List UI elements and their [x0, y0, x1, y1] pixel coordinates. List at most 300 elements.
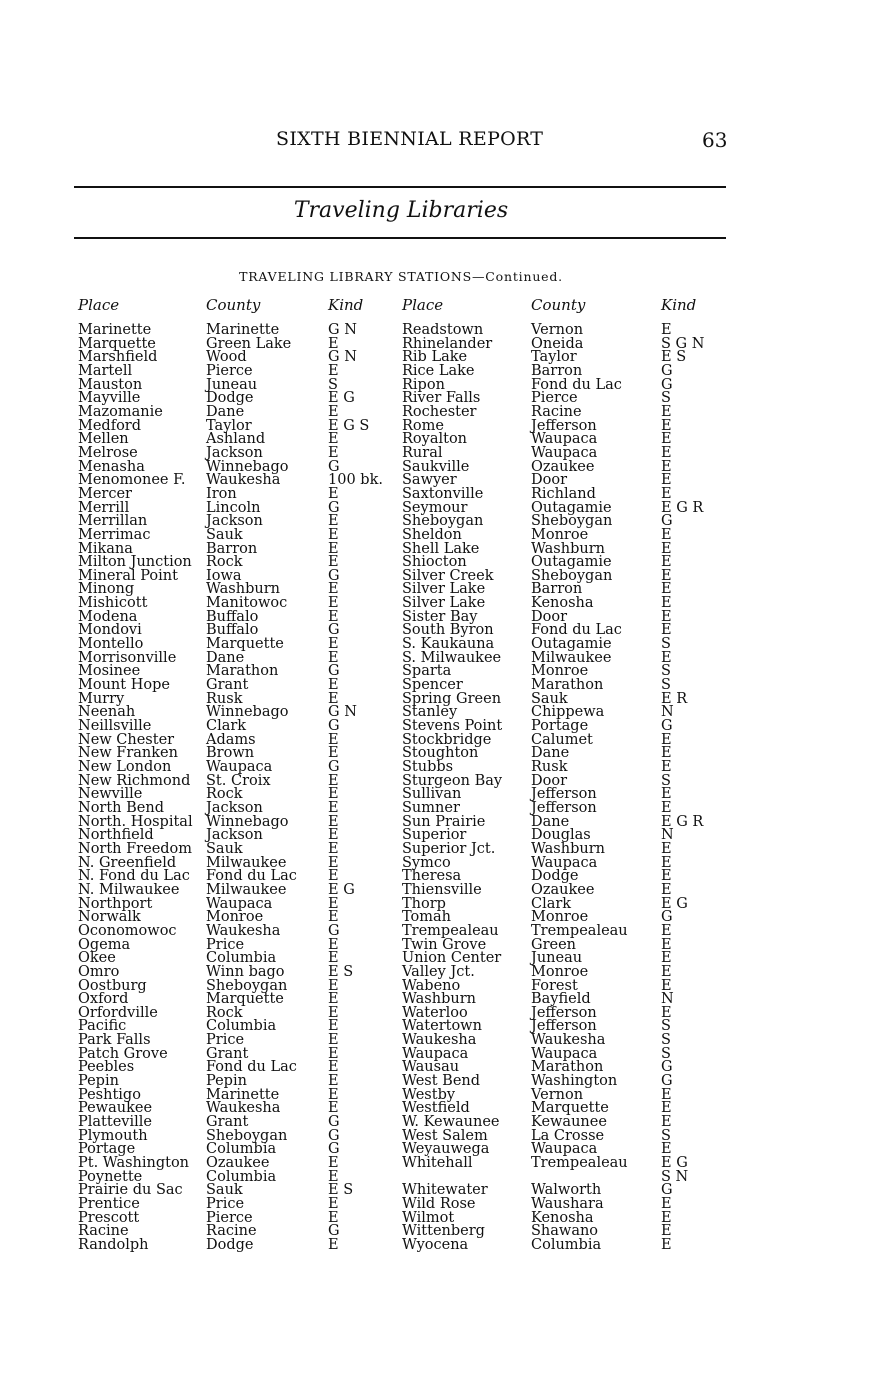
- table-cell: Rome: [402, 417, 444, 434]
- table-cell: Douglas: [531, 827, 591, 844]
- table-cell: New Franken: [78, 745, 178, 762]
- table-cell: Superior Jct.: [402, 840, 496, 857]
- table-cell: G: [328, 622, 340, 639]
- column-header-county-right: County: [531, 296, 586, 314]
- table-cell: Dane: [206, 403, 245, 420]
- table-cell: Vernon: [531, 1086, 584, 1103]
- table-cell: Spring Green: [402, 690, 502, 707]
- table-cell: Trempealeau: [531, 922, 628, 939]
- table-cell: Rochester: [402, 403, 477, 420]
- table-cell: Fond du Lac: [531, 376, 622, 393]
- table-cell: E G: [661, 895, 688, 912]
- table-cell: Symco: [402, 854, 451, 871]
- table-cell: Patch Grove: [78, 1045, 168, 1062]
- table-cell: E S: [328, 963, 354, 980]
- table-cell: Juneau: [531, 950, 583, 967]
- table-cell: E: [328, 677, 339, 694]
- table-cell: New Richmond: [78, 772, 191, 789]
- table-cell: Neenah: [78, 704, 136, 721]
- table-cell: Trempealeau: [402, 922, 499, 939]
- table-cell: Adams: [206, 731, 256, 748]
- table-cell: Marinette: [206, 322, 280, 338]
- table-cell: Jackson: [206, 444, 263, 461]
- table-cell: Oxford: [78, 991, 129, 1008]
- table-cell: Merrill: [78, 499, 130, 516]
- table-cell: Pepin: [206, 1073, 247, 1090]
- table-cell: E: [328, 335, 339, 352]
- table-cell: E: [328, 745, 339, 762]
- table-cell: La Crosse: [531, 1127, 605, 1144]
- table-cell: Wabeno: [402, 977, 461, 994]
- table-cell: Sister Bay: [402, 608, 478, 625]
- table-cell: Walworth: [531, 1182, 602, 1199]
- table-cell: Dane: [531, 813, 570, 830]
- table-cell: E: [661, 881, 672, 898]
- table-cell: Brown: [206, 745, 255, 762]
- table-cell: Jefferson: [531, 417, 597, 434]
- table-cell: Sparta: [402, 663, 452, 680]
- table-cell: E: [661, 868, 672, 885]
- table-cell: Westfield: [402, 1100, 470, 1117]
- table-cell: Mishicott: [78, 595, 148, 612]
- table-cell: Modena: [78, 608, 138, 625]
- table-cell: E: [328, 1073, 339, 1090]
- table-cell: Milwaukee: [206, 881, 287, 898]
- table-cell: Rural: [402, 444, 443, 461]
- table-cell: Portage: [78, 1141, 136, 1158]
- table-cell: Dodge: [206, 1236, 254, 1253]
- table-cell: Peebles: [78, 1059, 135, 1076]
- table-cell: G: [328, 663, 340, 680]
- table-cell: Washburn: [206, 581, 280, 598]
- table-cell: S: [661, 772, 671, 789]
- table-cell: E: [328, 581, 339, 598]
- table-cell: Monroe: [206, 909, 264, 926]
- left-place-column: [78, 324, 193, 1253]
- table-cell: E G S: [328, 417, 370, 434]
- table-cell: Marquette: [206, 991, 284, 1008]
- left-kind-column: [328, 324, 383, 1253]
- table-cell: Union Center: [402, 950, 502, 967]
- table-cell: Neillsville: [78, 718, 152, 735]
- table-cell: Columbia: [206, 1018, 277, 1035]
- table-cell: E: [328, 868, 339, 885]
- table-cell: Pierce: [531, 390, 578, 407]
- table-cell: E: [661, 472, 672, 489]
- table-cell: E: [661, 786, 672, 803]
- table-cell: Prairie du Sac: [78, 1182, 183, 1199]
- table-cell: G: [328, 1223, 340, 1240]
- table-cell: G: [661, 376, 673, 393]
- table-cell: Milwaukee: [206, 854, 287, 871]
- table-cell: Green Lake: [206, 335, 292, 352]
- bottom-rule: [74, 237, 726, 239]
- table-cell: Mineral Point: [78, 567, 178, 584]
- table-cell: Sheboygan: [531, 513, 613, 530]
- table-cell: Silver Creek: [402, 567, 494, 584]
- table-cell: E: [328, 854, 339, 871]
- table-cell: E: [661, 485, 672, 502]
- table-cell: Winnebago: [206, 813, 289, 830]
- table-cell: Rusk: [531, 759, 568, 775]
- table-cell: Waupaca: [531, 854, 598, 871]
- table-cell: E: [661, 854, 672, 871]
- table-cell: Door: [531, 772, 568, 789]
- table-cell: E: [328, 909, 339, 926]
- column-header-kind-left: Kind: [328, 296, 364, 314]
- table-cell: Rusk: [206, 690, 243, 707]
- table-cell: Sauk: [206, 840, 243, 857]
- table-cell: E: [661, 1236, 672, 1253]
- table-cell: Trempealeau: [531, 1155, 628, 1172]
- table-cell: Columbia: [531, 1236, 602, 1253]
- table-cell: Jackson: [206, 799, 263, 816]
- table-cell: E G R: [661, 813, 704, 830]
- table-cell: E: [328, 485, 339, 502]
- table-cell: E: [328, 1059, 339, 1076]
- table-cell: St. Croix: [206, 772, 271, 789]
- table-cell: E: [328, 772, 339, 789]
- table-cell: Marathon: [206, 663, 279, 680]
- table-cell: E: [661, 1223, 672, 1240]
- table-cell: E: [328, 444, 339, 461]
- table-cell: E: [661, 1004, 672, 1021]
- table-cell: Taylor: [531, 349, 577, 366]
- table-cell: Outagamie: [531, 499, 612, 516]
- table-cell: G: [661, 909, 673, 926]
- table-cell: S: [661, 1032, 671, 1049]
- table-cell: Door: [531, 472, 568, 489]
- table-cell: Iron: [206, 485, 237, 502]
- table-cell: Waupaca: [531, 444, 598, 461]
- table-cell: G: [328, 567, 340, 584]
- table-cell: Juneau: [206, 376, 258, 393]
- table-cell: Morrisonville: [78, 649, 177, 666]
- table-cell: S: [661, 636, 671, 653]
- table-cell: Milton Junction: [78, 554, 192, 571]
- table-cell: Mellen: [78, 431, 129, 448]
- table-cell: Sheboygan: [206, 1127, 288, 1144]
- table-cell: Vernon: [531, 322, 584, 338]
- table-cell: Dane: [206, 649, 245, 666]
- table-cell: E: [328, 731, 339, 748]
- table-cell: G: [328, 1141, 340, 1158]
- table-cell: 100 bk.: [328, 472, 383, 489]
- table-cell: E: [328, 690, 339, 707]
- table-cell: E: [328, 991, 339, 1008]
- table-cell: Tomah: [402, 909, 452, 926]
- table-cell: E: [328, 950, 339, 967]
- table-cell: Montello: [78, 636, 144, 653]
- table-cell: E: [328, 526, 339, 543]
- table-cell: E: [661, 403, 672, 420]
- table-cell: E: [328, 1032, 339, 1049]
- table-cell: Taylor: [206, 417, 252, 434]
- table-cell: Westby: [402, 1086, 456, 1103]
- table-cell: Monroe: [531, 663, 589, 680]
- table-cell: N. Fond du Lac: [78, 868, 190, 885]
- table-cell: E: [328, 1100, 339, 1117]
- table-cell: Kenosha: [531, 595, 594, 612]
- table-cell: Waupaca: [531, 1045, 598, 1062]
- table-cell: G: [661, 1059, 673, 1076]
- table-cell: Merrimac: [78, 526, 151, 543]
- table-cell: New London: [78, 759, 172, 775]
- table-cell: E: [661, 581, 672, 598]
- table-cell: Pt. Washington: [78, 1155, 190, 1172]
- table-cell: E: [661, 977, 672, 994]
- table-cell: Forest: [531, 977, 578, 994]
- table-cell: Portage: [531, 718, 589, 735]
- table-cell: Buffalo: [206, 608, 259, 625]
- table-cell: E: [328, 1168, 339, 1185]
- table-cell: Ogema: [78, 936, 131, 953]
- table-cell: S. Kaukauna: [402, 636, 495, 653]
- table-cell: North Freedom: [78, 840, 193, 857]
- table-cell: E: [661, 1196, 672, 1212]
- table-cell: Sauk: [206, 1182, 243, 1199]
- table-cell: Sullivan: [402, 786, 462, 803]
- table-cell: West Salem: [402, 1127, 488, 1144]
- table-cell: E: [328, 1209, 339, 1226]
- table-cell: Sheldon: [402, 526, 462, 543]
- table-cell: G N: [328, 704, 357, 721]
- table-cell: Stoughton: [402, 745, 479, 762]
- column-header-county-left: County: [206, 296, 261, 314]
- table-cell: Monroe: [531, 909, 589, 926]
- table-cell: Pierce: [206, 362, 253, 379]
- table-cell: Winnebago: [206, 458, 289, 475]
- table-cell: S: [661, 1018, 671, 1035]
- table-cell: Pacific: [78, 1018, 127, 1035]
- table-cell: Manitowoc: [206, 595, 288, 612]
- table-cell: G: [661, 513, 673, 530]
- column-header-kind-right: Kind: [661, 296, 697, 314]
- table-cell: E: [328, 799, 339, 816]
- table-cell: E: [661, 622, 672, 639]
- table-cell: E: [328, 827, 339, 844]
- table-cell: Peshtigo: [78, 1086, 141, 1103]
- table-cell: E: [661, 1209, 672, 1226]
- table-cell: Silver Lake: [402, 581, 486, 598]
- table-cell: Mount Hope: [78, 677, 170, 694]
- table-cell: Marinette: [78, 322, 152, 338]
- table-cell: Sheboygan: [531, 567, 613, 584]
- table-cell: E: [328, 431, 339, 448]
- table-cell: Rock: [206, 1004, 243, 1021]
- table-cell: Plymouth: [78, 1127, 148, 1144]
- table-cell: Jackson: [206, 513, 263, 530]
- table-cell: Menasha: [78, 458, 145, 475]
- table-cell: Grant: [206, 677, 249, 694]
- table-cell: Oconomowoc: [78, 922, 177, 939]
- table-cell: Dodge: [206, 390, 254, 407]
- table-cell: E: [328, 513, 339, 530]
- table-cell: E G: [328, 881, 355, 898]
- table-cell: G: [328, 922, 340, 939]
- table-cell: G: [661, 1182, 673, 1199]
- table-cell: Iowa: [206, 567, 242, 584]
- table-cell: Randolph: [78, 1236, 149, 1253]
- table-cell: Waukesha: [206, 922, 281, 939]
- table-cell: Norwalk: [78, 909, 141, 926]
- column-header-place-left: Place: [78, 296, 120, 314]
- table-cell: Twin Grove: [402, 936, 487, 953]
- section-title: Traveling Libraries: [293, 198, 509, 223]
- table-cell: Seymour: [402, 499, 468, 516]
- table-cell: Rock: [206, 786, 243, 803]
- table-cell: Rice Lake: [402, 362, 475, 379]
- table-cell: Mayville: [78, 390, 141, 407]
- table-cell: Racine: [531, 403, 582, 420]
- table-cell: Mosinee: [78, 663, 141, 680]
- table-cell: Price: [206, 1032, 245, 1049]
- page-number: 63: [702, 128, 728, 152]
- left-county-column: [206, 324, 297, 1253]
- table-cell: E: [661, 1100, 672, 1117]
- table-cell: E: [328, 1236, 339, 1253]
- table-cell: E: [661, 731, 672, 748]
- table-cell: Stevens Point: [402, 718, 503, 735]
- table-cell: Grant: [206, 1114, 249, 1131]
- table-cell: Thiensville: [402, 881, 482, 898]
- table-cell: E: [661, 608, 672, 625]
- table-cell: Jefferson: [531, 1018, 597, 1035]
- table-cell: New Chester: [78, 731, 175, 748]
- table-cell: G N: [328, 322, 357, 338]
- table-cell: Waterloo: [402, 1004, 468, 1021]
- table-cell: Marquette: [206, 636, 284, 653]
- table-cell: E: [661, 922, 672, 939]
- table-cell: Sauk: [206, 526, 243, 543]
- table-cell: E: [661, 322, 672, 338]
- table-cell: Whitewater: [402, 1182, 488, 1199]
- table-cell: E: [328, 895, 339, 912]
- table-cell: S: [661, 1127, 671, 1144]
- right-kind-column: [661, 324, 704, 1253]
- running-head: SIXTH BIENNIAL REPORT: [276, 128, 544, 150]
- table-cell: E: [328, 403, 339, 420]
- table-cell: Bayfield: [531, 991, 591, 1008]
- table-cell: E: [328, 1196, 339, 1212]
- table-cell: E G: [661, 1155, 688, 1172]
- table-cell: Shiocton: [402, 554, 467, 571]
- table-cell: Mauston: [78, 376, 143, 393]
- table-cell: Rib Lake: [402, 349, 468, 366]
- table-cell: Ripon: [402, 376, 445, 393]
- table-cell: Waushara: [531, 1196, 604, 1212]
- table-cell: Prentice: [78, 1196, 140, 1212]
- table-cell: Okee: [78, 950, 116, 967]
- table-cell: Mercer: [78, 485, 132, 502]
- table-cell: Prescott: [78, 1209, 140, 1226]
- table-cell: Saukville: [402, 458, 470, 475]
- table-cell: E G R: [661, 499, 704, 516]
- table-cell: West Bend: [402, 1073, 481, 1090]
- table-cell: Royalton: [402, 431, 468, 448]
- table-cell: E: [661, 458, 672, 475]
- table-cell: E: [328, 649, 339, 666]
- table-cell: Waupaca: [531, 1141, 598, 1158]
- table-cell: N: [661, 704, 674, 721]
- table-cell: E S: [661, 349, 687, 366]
- table-cell: E: [328, 362, 339, 379]
- table-cell: Richland: [531, 485, 596, 502]
- table-cell: E: [661, 936, 672, 953]
- table-cell: Waupaca: [206, 759, 273, 775]
- table-cell: Waupaca: [402, 1045, 469, 1062]
- table-cell: Lincoln: [206, 499, 261, 516]
- table-cell: Park Falls: [78, 1032, 151, 1049]
- table-cell: N: [661, 991, 674, 1008]
- table-cell: Oneida: [531, 335, 584, 352]
- table-cell: Valley Jct.: [402, 963, 475, 980]
- table-cell: Buffalo: [206, 622, 259, 639]
- table-cell: G: [328, 1127, 340, 1144]
- table-cell: Washburn: [531, 540, 605, 557]
- table-cell: E: [661, 1086, 672, 1103]
- table-cell: G: [661, 718, 673, 735]
- table-cell: Watertown: [402, 1018, 482, 1035]
- table-cell: E: [661, 417, 672, 434]
- table-cell: S: [661, 390, 671, 407]
- table-cell: Washburn: [402, 991, 476, 1008]
- table-cell: Superior: [402, 827, 467, 844]
- table-cell: Columbia: [206, 1168, 277, 1185]
- table-cell: S: [661, 663, 671, 680]
- table-cell: E: [661, 950, 672, 967]
- table-cell: S N: [661, 1168, 689, 1185]
- table-cell: Martell: [78, 362, 133, 379]
- table-cell: Barron: [531, 581, 583, 598]
- table-cell: Winnebago: [206, 704, 289, 721]
- table-cell: Platteville: [78, 1114, 152, 1131]
- table-cell: N. Greenfield: [78, 854, 177, 871]
- table-cell: Sturgeon Bay: [402, 772, 503, 789]
- table-cell: E: [328, 595, 339, 612]
- table-cell: Stanley: [402, 704, 458, 721]
- table-cell: E: [661, 540, 672, 557]
- table-cell: Marquette: [78, 335, 156, 352]
- table-cell: Sun Prairie: [402, 813, 486, 830]
- table-cell: Washburn: [531, 840, 605, 857]
- table-cell: G: [328, 759, 340, 775]
- table-cell: E: [661, 799, 672, 816]
- table-cell: Marathon: [531, 677, 604, 694]
- table-cell: Price: [206, 1196, 245, 1212]
- table-cell: Monroe: [531, 526, 589, 543]
- table-cell: Milwaukee: [531, 649, 612, 666]
- table-cell: Thorp: [402, 895, 446, 912]
- table-cell: Oostburg: [78, 977, 147, 994]
- table-cell: Melrose: [78, 444, 138, 461]
- table-cell: E: [661, 1141, 672, 1158]
- table-cell: S: [328, 376, 338, 393]
- table-cell: Washington: [531, 1073, 618, 1090]
- table-cell: Green: [531, 936, 577, 953]
- table-cell: S. Milwaukee: [402, 649, 502, 666]
- table-cell: E: [328, 1086, 339, 1103]
- table-cell: Pewaukee: [78, 1100, 153, 1117]
- table-cell: Ozaukee: [531, 881, 595, 898]
- table-cell: Spencer: [402, 677, 463, 694]
- table-cell: Waukesha: [402, 1032, 477, 1049]
- table-cell: Columbia: [206, 1141, 277, 1158]
- table-cell: Barron: [206, 540, 258, 557]
- table-cell: Menomonee F.: [78, 472, 186, 489]
- table-cell: Outagamie: [531, 554, 612, 571]
- table-cell: Fond du Lac: [206, 868, 297, 885]
